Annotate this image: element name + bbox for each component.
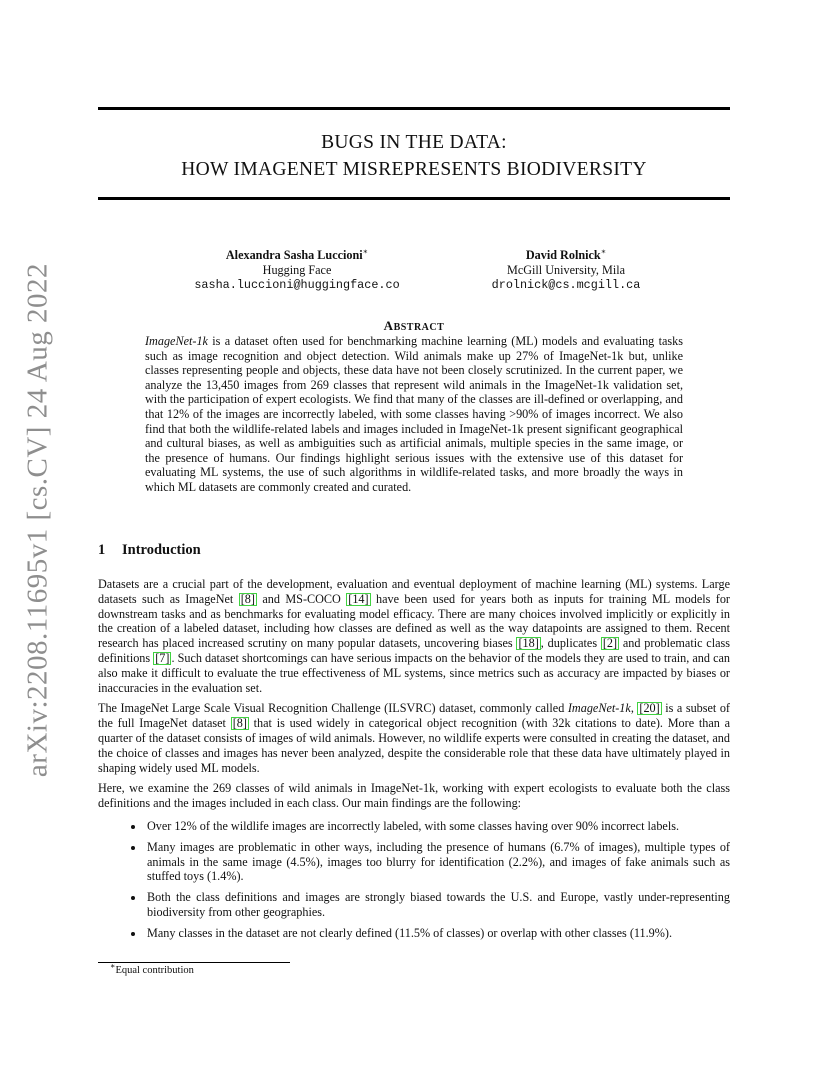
- citation-link[interactable]: [7]: [155, 650, 170, 665]
- paper-title: [98, 129, 730, 183]
- citation-link[interactable]: [2]: [602, 636, 618, 651]
- title-rule-top: [98, 107, 730, 110]
- citation-link[interactable]: [18]: [518, 636, 539, 651]
- author-affiliation: McGill University, Mila: [506, 263, 626, 278]
- arxiv-identifier: arXiv:2208.11695v1 [cs.CV] 24 Aug 2022: [21, 262, 54, 778]
- section-heading: 1 Introduction: [98, 542, 201, 558]
- citation-link[interactable]: [14]: [348, 591, 369, 606]
- section-body: [98, 577, 730, 947]
- list-item: • Many images are problematic in other ways, including the presence of humans (6.7% of images), multiple types of animals in the same image (4.5%), images too blurry for identification (2.2%), and images of fake animals such as stuffed toys (1.4%).: [145, 840, 730, 884]
- equal-contribution-mark: ∗: [362, 246, 369, 256]
- citation-link[interactable]: [8]: [232, 716, 247, 731]
- author-1: [170, 248, 424, 294]
- abstract-heading: ABSTRACT: [383, 318, 445, 333]
- title-line-2: HOW IMAGENET MISREPRESENTS BIODIVERSITY: [181, 159, 647, 180]
- abstract-text: ImageNet-1k is a dataset often used for benchmarking machine learning (ML) models and evaluating tasks such as image recognition and object detection. Wild animals make up 27% of ImageNet-1k but, unlike classes representing people and objects, these data have not been closely scrutinized. In the current paper, we analyze the 13,450 images from 269 classes that represent wild animals in the ImageNet-1k validation set, with the participation of expert ecologists. We find that many of the classes are ill-defined or overlapping, and that 12% of the images are incorrectly labeled, with some classes having >90% of images incorrect. We also find that both the wildlife-related labels and images included in ImageNet-1k present significant geographical and cultural biases, as well as ambiguities such as artificial animals, multiple species in the same image, or the presence of humans. Our findings highlight serious issues with the extensive use of this dataset for evaluating ML systems, the use of such algorithms in wildlife-related tasks, and more broadly the ways in which ML datasets are commonly created and curated.: [145, 334, 683, 494]
- title-rule-bottom: [98, 197, 730, 200]
- paragraph: The ImageNet Large Scale Visual Recognition Challenge (ILSVRC) dataset, commonly called ImageNet-1k, [20] is a subset of the full ImageNet dataset [8] that is used widely in categorical object recognition (with 32k citations to date). More than a quarter of the dataset consists of images of wild animals. However, no wildlife experts were consulted in creating the dataset, and the choice of classes and images has never been analyzed, despite the considerable role that these data have ultimately played in shaping widely used ML models.: [98, 701, 731, 775]
- author-email[interactable]: sasha.luccioni@huggingface.co: [194, 278, 400, 293]
- citation-link[interactable]: [20]: [639, 701, 660, 716]
- list-item: • Over 12% of the wildlife images are incorrectly labeled, with some classes having over 90% incorrect labels.: [145, 819, 730, 834]
- list-item: • Many classes in the dataset are not clearly defined (11.5% of classes) or overlap with other classes (11.9%).: [145, 926, 730, 941]
- author-email[interactable]: drolnick@cs.mcgill.ca: [491, 278, 641, 293]
- author-affiliation: Hugging Face: [262, 263, 332, 278]
- footnote-rule: [98, 962, 290, 963]
- author-name: David Rolnick: [525, 248, 601, 262]
- findings-list: [98, 819, 730, 941]
- list-item: • Both the class definitions and images are strongly biased towards the U.S. and Europe, vastly under-representing biodiversity from other geographies.: [145, 890, 730, 920]
- citation-link[interactable]: [8]: [240, 591, 255, 606]
- author-2: [480, 248, 652, 294]
- title-line-1: BUGS IN THE DATA:: [321, 132, 507, 153]
- author-name: Alexandra Sasha Luccioni: [225, 248, 363, 262]
- paragraph: Here, we examine the 269 classes of wild animals in ImageNet-1k, working with expert ecologists to evaluate both the class definitions and the images included in each class. Our main findings are the following:: [98, 781, 730, 811]
- footnote: ∗Equal contribution: [110, 961, 194, 976]
- equal-contribution-mark: ∗: [600, 246, 607, 256]
- paragraph: Datasets are a crucial part of the development, evaluation and eventual deployment of machine learning (ML) systems. Large datasets such as ImageNet [8] and MS-COCO [14] have been used for years both as inputs for training ML models for downstream tasks and as benchmarks for evaluating model efficacy. There are many choices involved implicitly or explicitly in the creation of a labeled dataset, including how classes are defined as well as the way datapoints are assigned to them. Recent research has placed increased scrutiny on many popular datasets, uncovering biases [18] , duplicates [2] and problematic class definitions [7] . Such dataset shortcomings can have serious impacts on the behavior of the models they are used to train, and can also make it difficult to evaluate the true effectiveness of ML systems, since metrics such as accuracy are impacted by biases or inaccuracies in the evaluation set.: [98, 577, 730, 695]
